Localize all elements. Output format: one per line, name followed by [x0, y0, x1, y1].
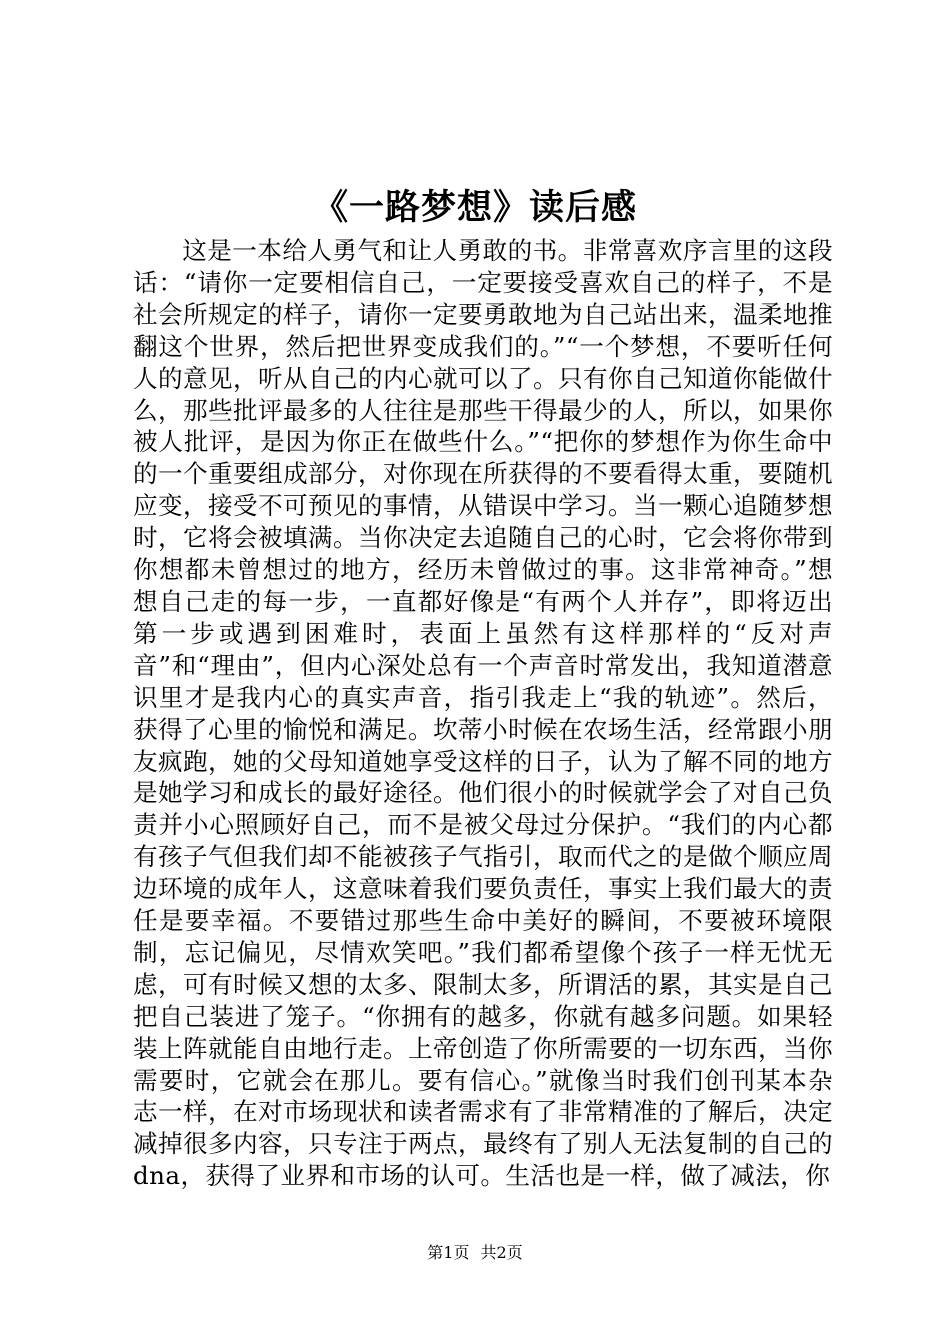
document-title: 《一路梦想》读后感	[312, 188, 637, 228]
page-footer	[0, 1241, 950, 1265]
page-number-total: 共2页	[480, 1243, 523, 1262]
page-number-current: 第1页	[427, 1243, 470, 1262]
document-body-paragraph: 这是一本给人勇气和让人勇敢的书。非常喜欢序言里的这段话：“请你一定要相信自己，一定要接受喜欢自己的样子，不是社会所规定的样子，请你一定要勇敢地为自己站出来，温柔地推翻这个世界，然后把世界变成我们的。”“一个梦想，不要听任何人的意见，听从自己的内心就可以了。只有你自己知道你能做什么，那些批评最多的人往往是那些干得最少的人，所以，如果你被人批评，是因为你正在做些什么。”“把你的梦想作为你生命中的一个重要组成部分，对你现在所获得的不要看得太重，要随机应变，接受不可预见的事情，从错误中学习。当一颗心追随梦想时，它将会被填满。当你决定去追随自己的心时，它会将你带到你想都未曾想过的地方，经历未曾做过的事。这非常神奇。”想想自己走的每一步，一直都好像是“有两个人并存”，即将迈出第一步或遇到困难时，表面上虽然有这样那样的“反对声音”和“理由”，但内心深处总有一个声音时常发出，我知道潜意识里才是我内心的真实声音，指引我走上“我的轨迹”。然后，获得了心里的愉悦和满足。坎蒂小时候在农场生活，经常跟小朋友疯跑，她的父母知道她享受这样的日子，认为了解不同的地方是她学习和成长的最好途径。他们很小的时候就学会了对自己负责并小心照顾好自己，而不是被父母过分保护。“我们的内心都有孩子气但我们却不能被孩子气指引，取而代之的是做个顺应周边环境的成年人，这意味着我们要负责任，事实上我们最大的责任是要幸福。不要错过那些生命中美好的瞬间，不要被环境限制，忘记偏见，尽情欢笑吧。”我们都希望像个孩子一样无忧无虑，可有时候又想的太多、限制太多，所谓活的累，其实是自己把自己装进了笼子。“你拥有的越多，你就有越多问题。如果轻装上阵就能自由地行走。上帝创造了你所需要的一切东西，当你需要时，它就会在那儿。要有信心。”就像当时我们创刊某本杂志一样，在对市场现状和读者需求有了非常精准的了解后，决定减掉很多内容，只专注于两点，最终有了别人无法复制的自己的dna，获得了业界和市场的认可。生活也是一样，做了减法，你	[133, 236, 833, 1191]
